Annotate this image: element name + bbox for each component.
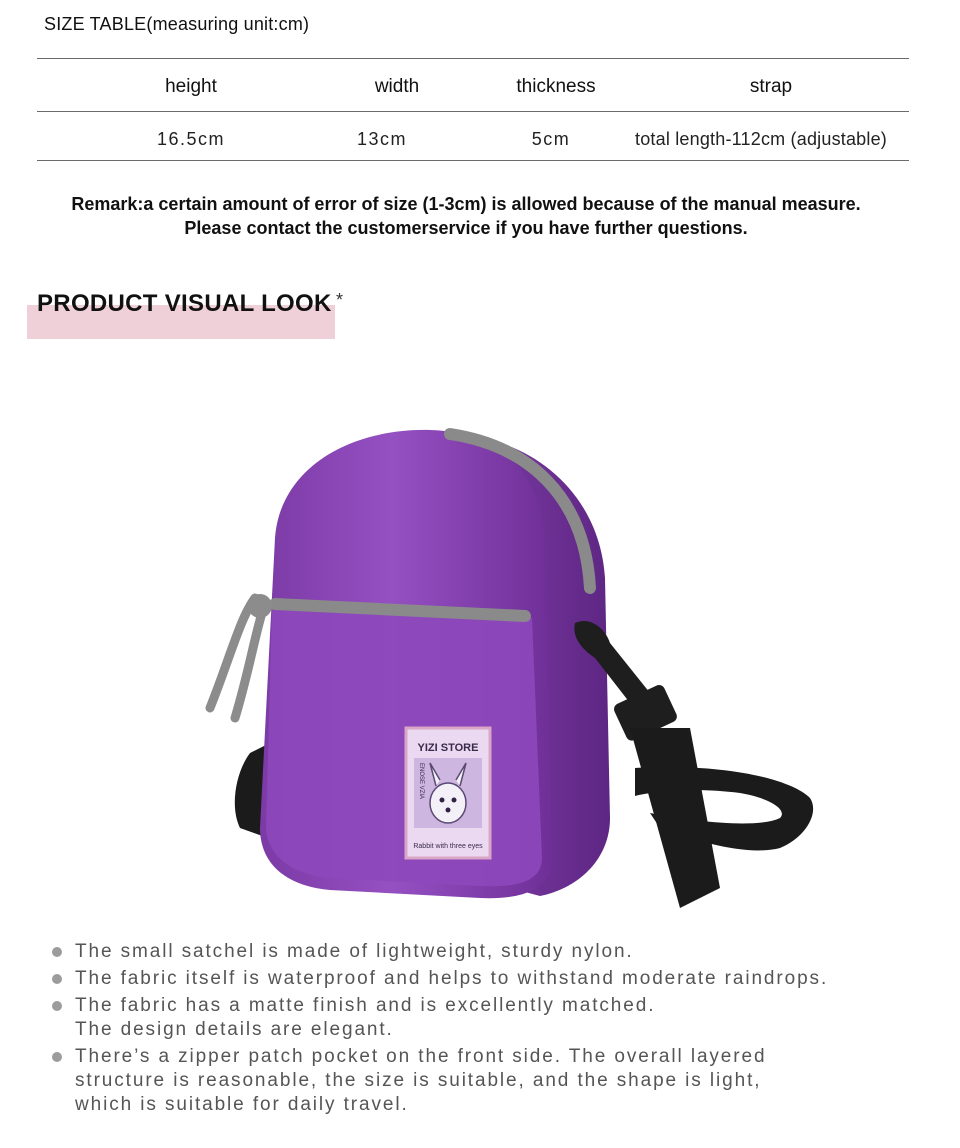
feature-list: [52, 940, 932, 1120]
zipper-pull-knot: [248, 594, 272, 618]
table-rule-bottom: [37, 160, 909, 161]
value-height: 16.5cm: [156, 129, 226, 149]
bullet-icon: [52, 974, 62, 984]
header-thickness: thickness: [516, 76, 596, 97]
front-pocket: [266, 608, 542, 886]
remark-line-2: Please contact the customerservice if you have further questions.: [184, 218, 748, 238]
product-image-purple-crossbody-bag: [180, 418, 820, 918]
value-width: 13cm: [356, 129, 408, 149]
bullet-icon: [52, 1052, 62, 1062]
value-strap: total length-112cm (adjustable): [634, 129, 888, 149]
strap-hanging-end: [630, 728, 720, 908]
table-rule-middle: [37, 111, 909, 112]
label-brand-text: YIZI STORE: [417, 742, 479, 754]
heading-asterisk: *: [336, 290, 344, 310]
remark-line-1: Remark:a certain amount of error of size (1-3cm) is allowed because of the manual measure.: [71, 194, 861, 214]
feature-item: The fabric has a matte finish and is excellently matched. The design details are elegant.: [52, 994, 932, 1042]
header-width: width: [374, 76, 420, 97]
label-side-text: ENOSE VZIA: [418, 763, 424, 800]
feature-item: The small satchel is made of lightweight, sturdy nylon.: [52, 940, 932, 964]
label-caption-text: Rabbit with three eyes: [413, 843, 483, 850]
product-visual-heading: PRODUCT VISUAL LOOK: [37, 290, 332, 317]
header-strap: strap: [749, 76, 793, 97]
header-height: height: [165, 76, 217, 97]
bullet-icon: [52, 1001, 62, 1011]
bullet-icon: [52, 947, 62, 957]
feature-item: The fabric itself is waterproof and helps to withstand moderate raindrops.: [52, 967, 932, 991]
value-thickness: 5cm: [531, 129, 571, 149]
table-rule-top: [37, 58, 909, 59]
size-table-title: SIZE TABLE(measuring unit:cm): [44, 14, 310, 34]
feature-item: There’s a zipper patch pocket on the front side. The overall layered structure is reasonable, the size is suitable, and the shape is light, which is suitable for daily travel.: [52, 1045, 932, 1117]
